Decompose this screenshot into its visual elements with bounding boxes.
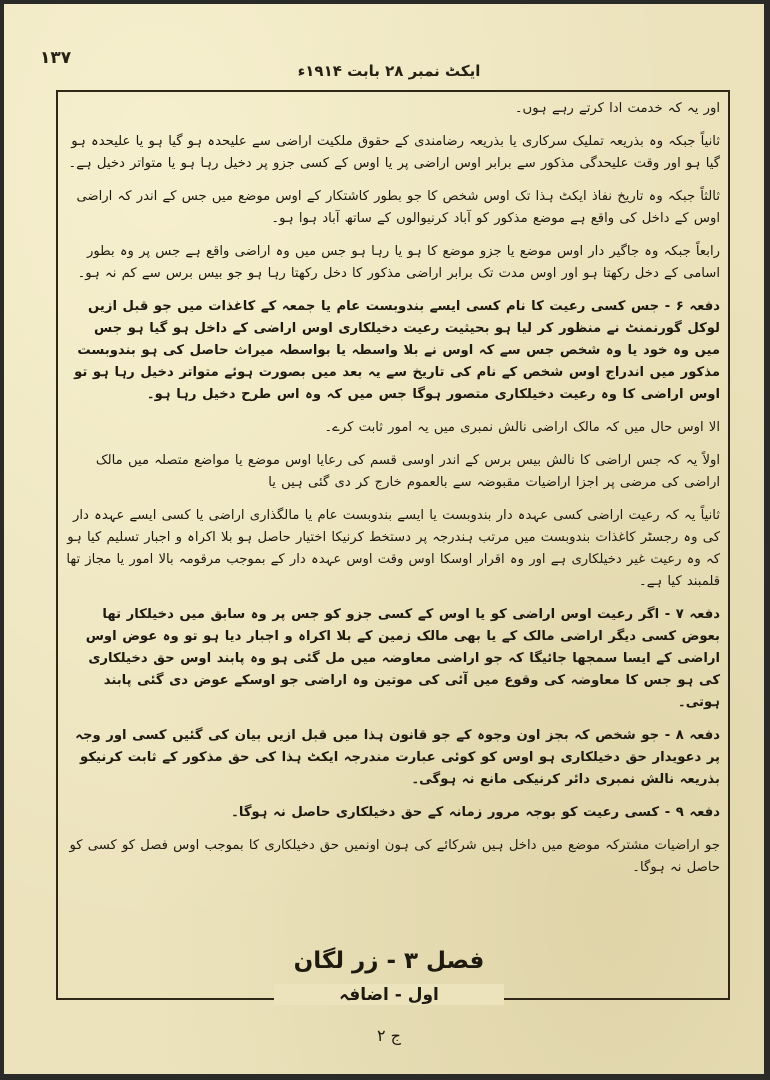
paragraph: اور یہ کہ خدمت ادا کرتے رہے ہوں۔ [514, 101, 720, 116]
paragraph: رابعاً جبکہ وہ جاگیر دار اوس موضع یا جزو موضع کا ہو یا رہا ہو جس میں وہ اراضی واقع ہے جس پر وہ بطور اسامی کے دخل رکھتا ہو اور اوس مدت تک برابر اراضی مذکور کا دخل رکھتا رہا ہو جو بیس برس سے کم نہ ہو۔ [77, 244, 720, 281]
paragraph: جو اراضیات مشترکہ موضع میں داخل ہیں شرکائے کی ہون اونمیں حق دخیلکاری کا بموجب اوس فصل کو کسی کو حاصل نہ ہوگا۔ [69, 838, 720, 875]
paragraph: ثانیاً یہ کہ رعیت اراضی کسی عہدہ دار بندوبست یا ایسے بندوبست عام یا مالگذاری اراضی یا کسی ایسے عہدہ دار کی وہ رجسٹر کاغذات بندوبست میں مرتب ہندرجہ پر دستخط کرنیکا اختیار حاصل ہو بلا اکراہ و اجبار تسلیم کیا ہو کہ وہ رعیت غیر دخیلکاری ہے اور وہ اقرار اوسکا اوس وقت اوس عہدہ دار کے بموجب مرقومہ بالا امور یا مجاز تھا قلمبند کیا ہے۔ [66, 508, 720, 589]
paragraph-section-6: دفعہ ۶ - جس کسی رعیت کا نام کسی ایسے بندوبست عام یا جمعہ کے کاغذات میں جو قبل ازیں لوکل گورنمنٹ نے منظور کر لیا ہو بحیثیت رعیت دخیلکاری اوس اراضی کے داخل ہو گیا ہو جس میں وہ خود یا وہ شخص جس سے کہ اوس نے بلا واسطہ یا بواسطہ میراث حاصل کی ہو بندوبست مذکور میں اندراج اوس شخص کے نام کی تاریخ سے یہ بعد میں بصورت ہوئے متواتر دخیل رہا ہو تو اوس اراضی کا وہ رعیت دخیلکاری متصور ہوگا جس میں کہ وہ اس طرح دخیل رہا ہو۔ [74, 299, 720, 402]
paragraph-section-8: دفعہ ۸ - جو شخص کہ بجز اون وجوہ کے جو قانون ہذا میں قبل ازیں بیان کی گئیں کسی اور وجہ پر دعویدار حق دخیلکاری ہو اوس کو کوئی عبارت مندرجہ ایکٹ ہذا کی حق مذکور کے ثابت کرنیکو بذریعہ نالش نمبری دائر کرنیکی مانع نہ ہوگی۔ [75, 728, 720, 787]
paragraph: الا اوس حال میں کہ مالک اراضی نالش نمبری میں یہ امور ثابت کرے۔ [324, 420, 720, 435]
subsection-heading: اول - اضافہ [274, 984, 504, 1005]
footer-signature-mark: ج ۲ [376, 1026, 401, 1045]
paragraph: ثالثاً جبکہ وہ تاریخ نفاذ ایکٹ ہذا تک اوس شخص کا جو بطور کاشتکار کے اوس موضع میں جس کے اندر کہ اراضی اوس کے داخل کی واقع ہے موضع مذکور کو آباد کرنیوالوں کے ساتھ آباد ہوا ہو۔ [76, 189, 720, 226]
section-heading: فصل ۳ - زر لگان [293, 948, 485, 974]
paragraph: ثانیاً جبکہ وہ بذریعہ تملیک سرکاری یا بذریعہ رضامندی کے حقوق ملکیت اراضی سے علیحدہ ہو گیا ہو یا علیحدہ ہو گیا ہو اور وقت علیحدگی مذکور سے برابر اوس اراضی پر یا اوس کے کسی جزو پر دخیل رہا ہو یا متواتر دخیل ہے۔ [68, 134, 720, 171]
paragraph: اولاً یہ کہ جس اراضی کا نالش بیس برس کے اندر اوسی قسم کی رعایا اوس موضع یا مواضع متصلہ میں مالک اراضی کی مرضی پر اجزا اراضیات مقبوضہ سے بالعموم خارج کر دی گئی ہیں یا [95, 453, 720, 490]
page-number: ۱۳۷ [40, 48, 72, 68]
document-page [4, 4, 764, 1074]
paragraph-section-7: دفعہ ۷ - اگر رعیت اوس اراضی کو یا اوس کے کسی جزو کو جس پر وہ سابق میں دخیلکار تھا بعوض کسی دیگر اراضی مالک کے یا بھی مالک زمین کے بلا اکراہ و اجبار دیا ہو تو وہ عوض اوس اراضی کے ایسا سمجھا جائیگا کہ جو اراضی معاوضہ میں مل گئی ہو وہ پابند اوس حق دخیلکاری کی ہو جس کا معاوضہ کی وقوع میں آئی کی موتین وہ اراضی جو اوسکے عوض دی گئی پابند ہوتی۔ [85, 607, 720, 710]
header-title: ایکٹ نمبر ۲۸ بابت ۱۹۱۴ء [297, 62, 481, 80]
paragraph-section-9: دفعہ ۹ - کسی رعیت کو بوجہ مرور زمانہ کے حق دخیلکاری حاصل نہ ہوگا۔ [231, 805, 720, 820]
body-text [66, 98, 720, 890]
